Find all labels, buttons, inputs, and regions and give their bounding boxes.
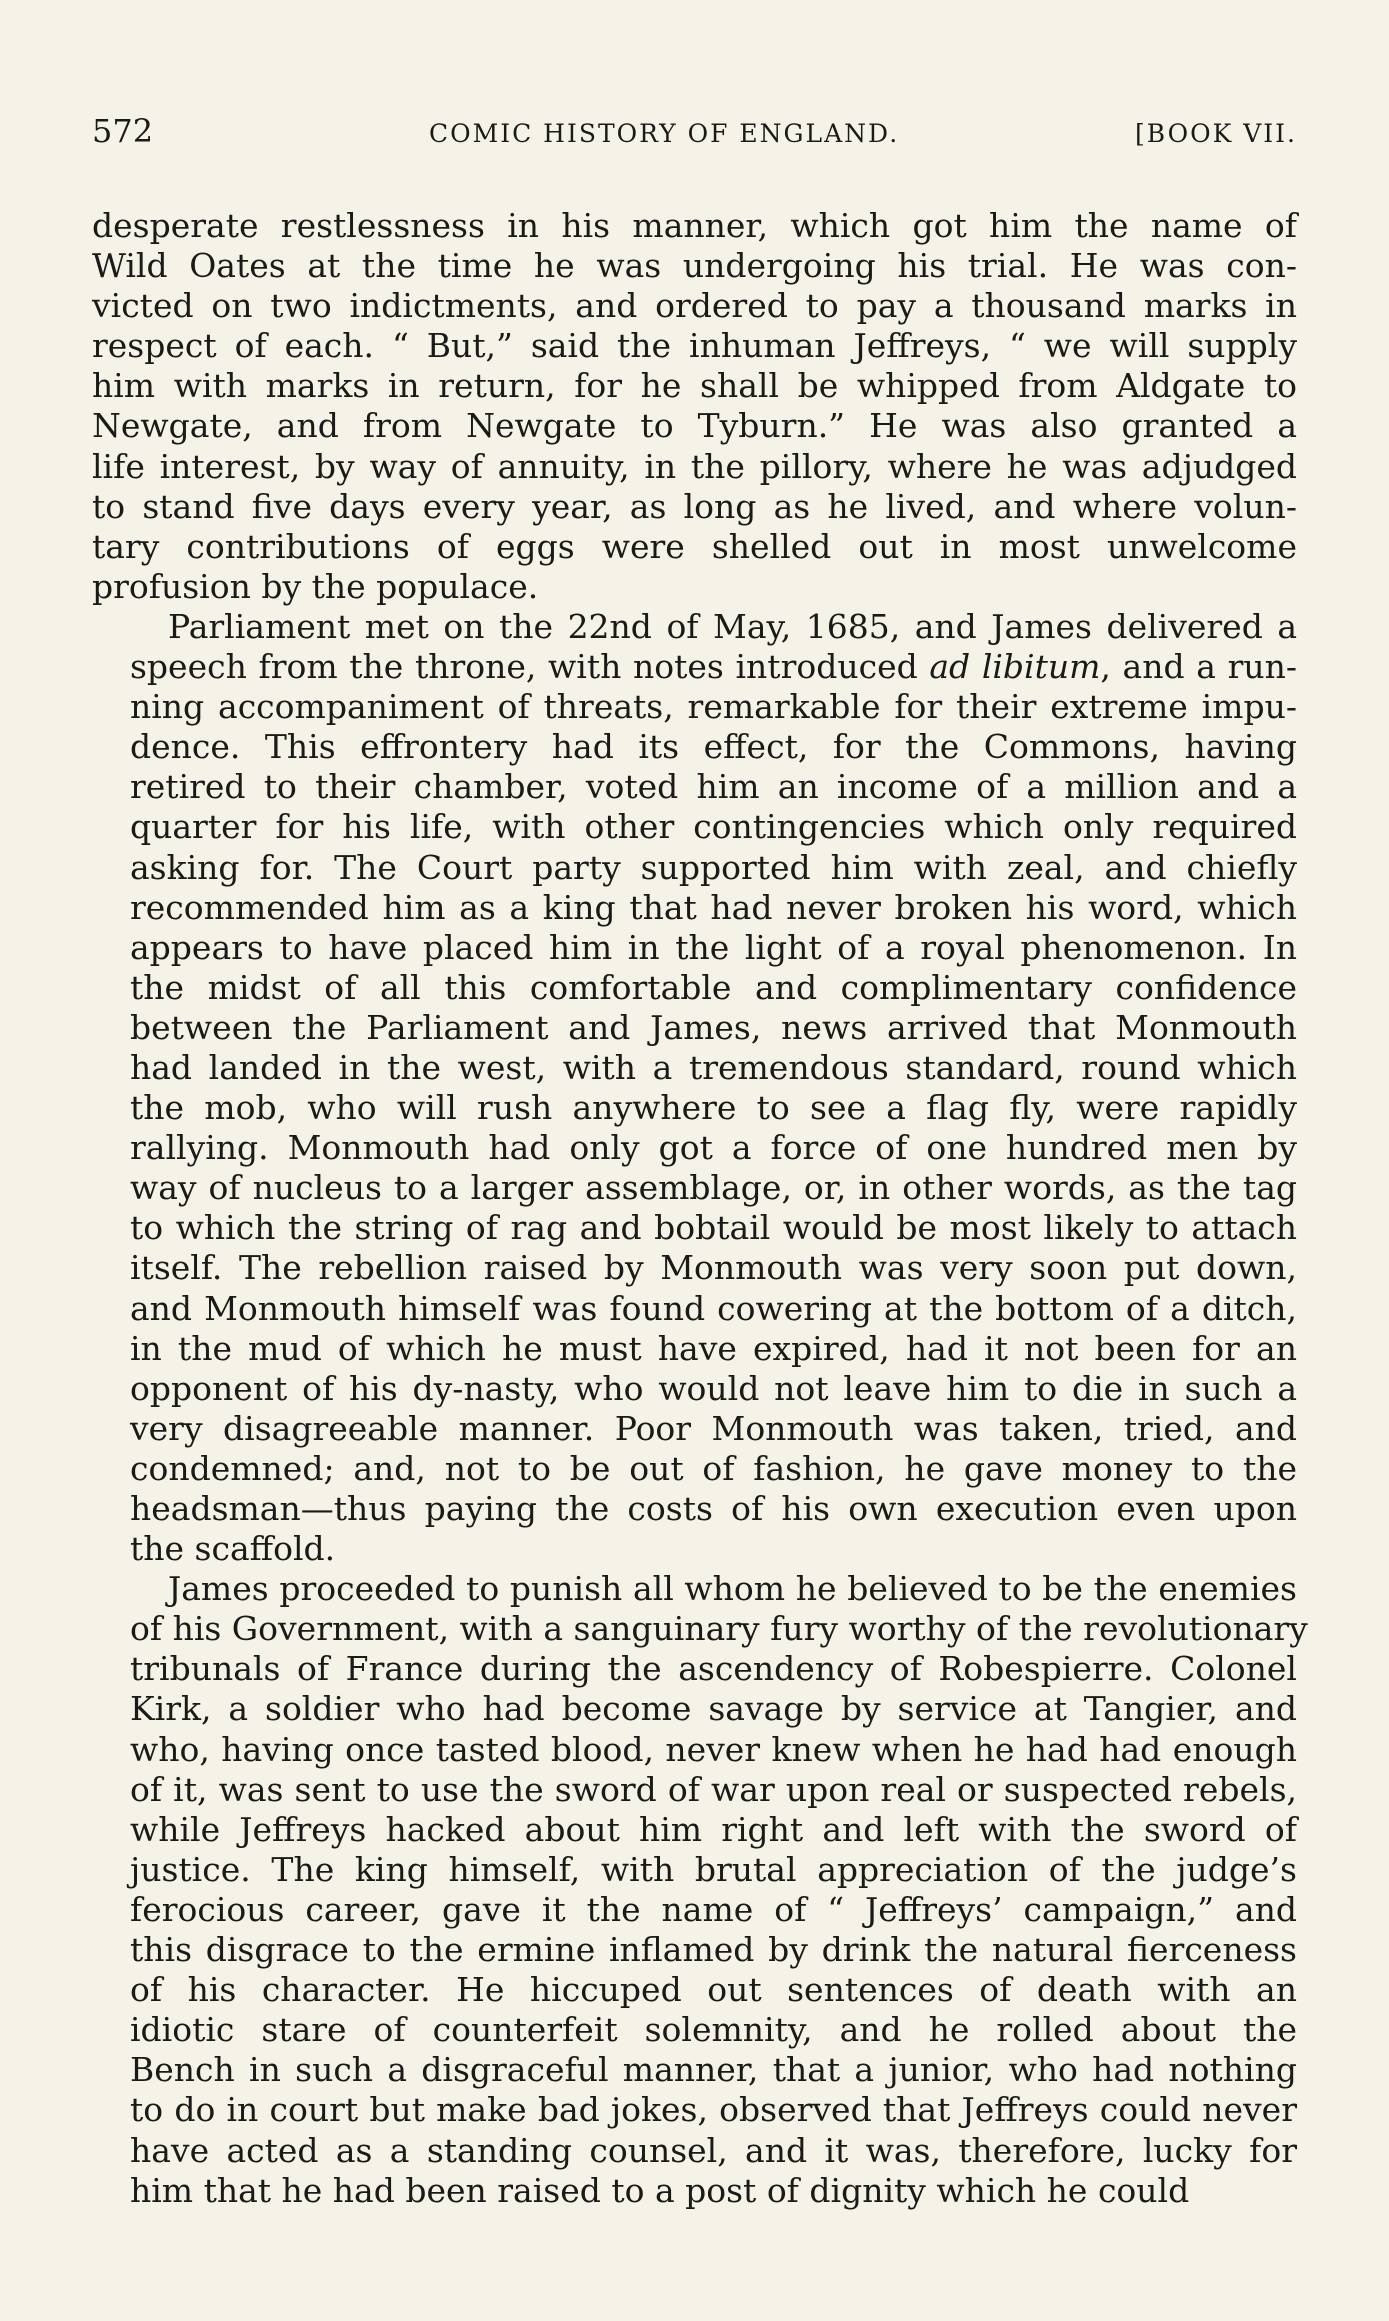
text-line: of it, was sent to use the sword of war upon real or suspected rebels,: [130, 1769, 1297, 1809]
text-line: had landed in the west, with a tremendous standard, round which: [130, 1047, 1297, 1087]
text-line: ning accompaniment of threats, remarkable for their extreme impu-: [130, 687, 1297, 727]
text-line: quarter for his life, with other contingencies which only required: [130, 807, 1297, 847]
text-line: rallying. Monmouth had only got a force of one hundred men by: [130, 1128, 1297, 1168]
text-line: to which the string of rag and bobtail would be most likely to attach: [130, 1208, 1297, 1248]
text-line: appears to have placed him in the light of a royal phenomenon. In: [130, 927, 1297, 967]
text-line: way of nucleus to a larger assemblage, or, in other words, as the tag: [130, 1168, 1297, 1208]
text-line: to do in court but make bad jokes, observed that Jeffreys could never: [130, 2090, 1297, 2130]
text-line: between the Parliament and James, news arrived that Monmouth: [130, 1007, 1297, 1047]
text-line: idiotic stare of counterfeit solemnity, and he rolled about the: [130, 2010, 1297, 2050]
text-line: desperate restlessness in his manner, which got him the name of: [92, 206, 1297, 245]
text-line: have acted as a standing counsel, and it was, therefore, lucky for: [130, 2130, 1297, 2170]
text-line: the scaffold.: [130, 1529, 336, 1569]
text-line: the midst of all this comfortable and complimentary confidence: [130, 967, 1297, 1007]
text-line: Parliament met on the 22nd of May, 1685, and James delivered a: [168, 606, 1297, 646]
text-line: him with marks in return, for he shall be whipped from Aldgate to: [92, 366, 1297, 406]
text-line: itself. The rebellion raised by Monmouth was very soon put down,: [130, 1248, 1297, 1288]
italic-phrase: ad libitum: [929, 647, 1101, 687]
page-number: 572: [92, 112, 154, 150]
text-line: Bench in such a disgraceful manner, that a junior, who had nothing: [130, 2050, 1297, 2090]
text-line: James proceeded to punish all whom he believed to be the enemies: [168, 1569, 1297, 1609]
text-line: who, having once tasted blood, never knew when he had had enough: [130, 1729, 1297, 1769]
text-line: life interest, by way of annuity, in the pillory, where he was adjudged: [92, 446, 1297, 486]
text-line: of his character. He hiccuped out sentences of death with an: [130, 1970, 1297, 2010]
text-line: tribunals of France during the ascendency of Robespierre. Colonel: [130, 1649, 1297, 1689]
text-line: very disagreeable manner. Poor Monmouth was taken, tried, and: [130, 1408, 1297, 1448]
text-line: opponent of his dy-nasty, who would not leave him to die in such a: [130, 1368, 1297, 1408]
text-line: in the mud of which he must have expired, had it not been for an: [130, 1328, 1297, 1368]
text-line: retired to their chamber, voted him an income of a million and a: [130, 767, 1297, 807]
text-line: speech from the throne, with notes introduced ad libitum, and a run-: [130, 647, 1297, 687]
text-line: recommended him as a king that had never broken his word, which: [130, 887, 1297, 927]
text-line: respect of each. “ But,” said the inhuman Jeffreys, “ we will supply: [92, 326, 1297, 366]
paragraph: [92, 206, 1297, 607]
text-line: Newgate, and from Newgate to Tyburn.” He was also granted a: [92, 406, 1297, 446]
text-line: profusion by the populace.: [92, 566, 539, 606]
text-line: headsman—thus paying the costs of his own execution even upon: [130, 1489, 1297, 1528]
text-line: this disgrace to the ermine inflamed by drink the natural fierceness: [130, 1930, 1297, 1970]
paragraph: [92, 1569, 1308, 2211]
text-line: of his Government, with a sanguinary fury worthy of the revolutionary: [130, 1609, 1308, 1649]
text-line: tary contributions of eggs were shelled out in most unwelcome: [92, 526, 1297, 566]
text-line: Kirk, a soldier who had become savage by service at Tangier, and: [130, 1689, 1297, 1729]
text-line: condemned; and, not to be out of fashion, he gave money to the: [130, 1448, 1297, 1488]
text-line: dence. This effrontery had its effect, for the Commons, having: [130, 727, 1297, 767]
text-line: and Monmouth himself was found cowering at the bottom of a ditch,: [130, 1288, 1297, 1328]
body-text: [92, 206, 1308, 2211]
text-line: asking for. The Court party supported him with zeal, and chiefly: [130, 847, 1297, 887]
text-line: ferocious career, gave it the name of “ Jeffreys’ campaign,” and: [130, 1889, 1297, 1929]
book-marker: [BOOK VII.: [1135, 119, 1297, 148]
text-line: the mob, who will rush anywhere to see a flag fly, were rapidly: [130, 1088, 1297, 1128]
text-line: to stand five days every year, as long as he lived, and where volun-: [92, 486, 1297, 526]
text-line: while Jeffreys hacked about him right and left with the sword of: [130, 1809, 1297, 1849]
paragraph: [92, 607, 1297, 1569]
text-line: him that he had been raised to a post of dignity which he could: [130, 2170, 1190, 2210]
text-line: justice. The king himself, with brutal appreciation of the judge’s: [130, 1849, 1297, 1889]
running-title: COMIC HISTORY OF ENGLAND.: [428, 119, 900, 148]
running-head: [92, 112, 1297, 156]
text-line: victed on two indictments, and ordered to pay a thousand marks in: [92, 286, 1297, 326]
text-line: Wild Oates at the time he was undergoing his trial. He was con-: [92, 246, 1297, 286]
